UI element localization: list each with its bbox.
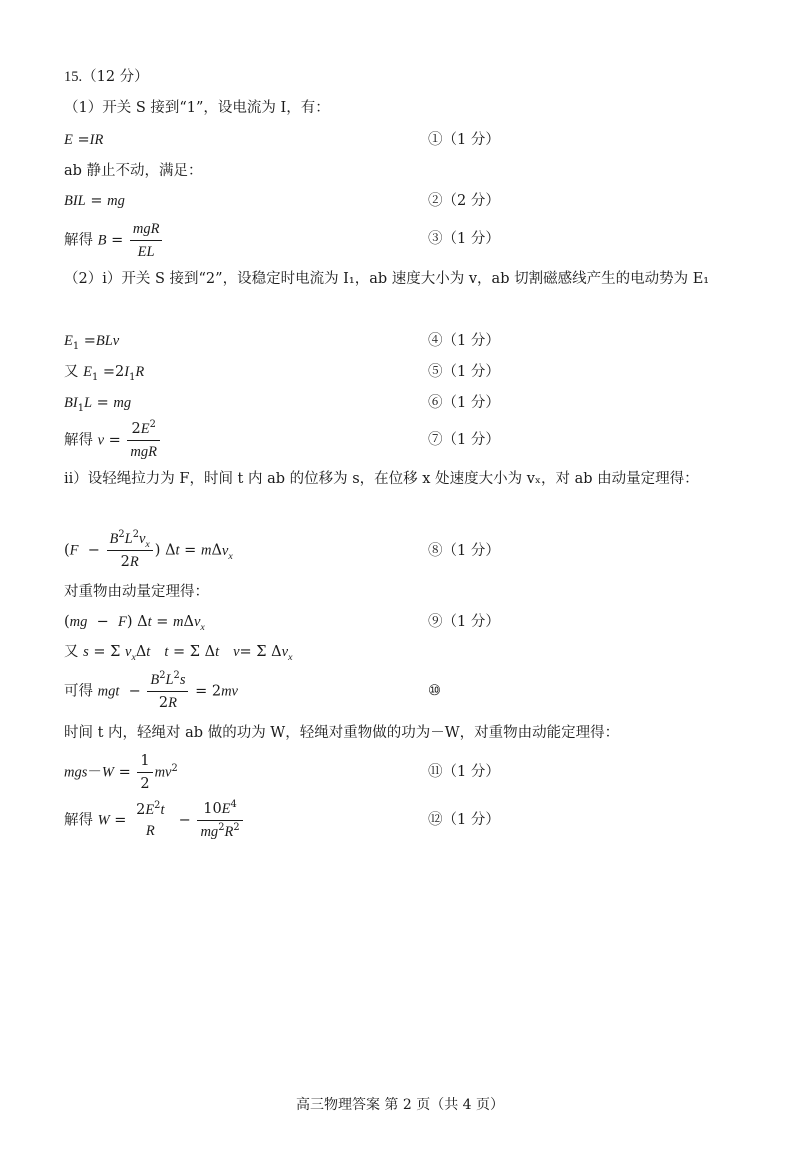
score-mark-7: ⑦（1 分） [428, 432, 500, 448]
fraction-2E2-mgR: $\frac{2E^2}{\text{mgR}}$ [127, 421, 160, 460]
obtain-word: 可得 [64, 683, 93, 700]
fraction-2E2t-R: $2E^2t$ R [136, 799, 165, 840]
fraction-B2L2s-2R: $\frac{B^2L^2s}{2R}$ [147, 672, 188, 711]
score-mark-6: ⑥（1 分） [428, 395, 500, 411]
score-mark-5: ⑤（1 分） [428, 364, 500, 380]
fraction-one-half: $\frac{1}{2}$ [137, 753, 152, 792]
fraction-10E4-mg2R2: $\frac{10E^4}{mg^2R^2}$ [197, 801, 242, 840]
score-mark-12: ⑫（1 分） [428, 812, 500, 828]
score-mark-1: ①（1 分） [428, 132, 500, 148]
summation-relations: 又 s = Σ $v_x\Delta t$ t = Σ Δt v= Σ $\Delta v_x$ [64, 644, 293, 663]
equation-2: BIL = mg [64, 193, 125, 209]
score-mark-2: ②（2 分） [428, 193, 500, 209]
equation-9: (mg − F) Δt = mΔv$_x$ [64, 614, 205, 633]
question-header [64, 70, 149, 85]
also-word: 又 [64, 364, 79, 380]
score-mark-10: ⑩ [428, 683, 441, 699]
equation-1: E =IR [64, 132, 104, 148]
solve-prefix-1: 解得 [64, 232, 93, 249]
part1-static-text: ab 静止不动，满足： [64, 163, 203, 179]
part1-intro: （1）开关 S 接到“1”，设电流为 I，有： [64, 100, 330, 116]
equation-7: 解得 v = $\frac{2E^2}{\text{mgR}}$ [64, 421, 162, 460]
question-points: （12 分） [82, 69, 149, 85]
equation-8: (F − $\frac{B^2L^2v_x}{2R}$ ) Δt = mΔv$_x$ [64, 529, 233, 570]
solve-prefix-2: 解得 [64, 432, 93, 449]
fraction-B2L2vx-2R: $\frac{B^2L^2v_x}{2R}$ [107, 531, 153, 570]
page-footer: 高三物理答案 第 2 页（共 4 页） [295, 1097, 505, 1113]
part2-ii-intro: ii）设轻绳拉力为 F，时间 t 内 ab 的位移为 s，在位移 x 处速度大小为 vₓ，对 ab 由动量定理得： [64, 471, 699, 487]
score-mark-11: ⑪（1 分） [428, 764, 500, 780]
equation-5: 又 $E_1 =2I_1R$ [64, 364, 145, 383]
equation-6: $BI_1L$ = mg [64, 395, 132, 414]
equation-11: mgs－W = $\frac{1}{2}$ $mv^2$ [64, 753, 178, 792]
equation-12: 解得 W = $2E^2t$ R − $\frac{10E^4}{mg^2R^2}$ [64, 801, 245, 840]
equation-10: 可得 mgt − $\frac{B^2L^2s}{2R}$ = 2mv [64, 670, 238, 711]
equation-4: $E_1 =BLv$ [64, 333, 120, 352]
score-mark-3: ③（1 分） [428, 231, 500, 247]
question-number: 15. [64, 69, 83, 85]
equation-3: 解得 B = $\frac{\text{mgR}}{EL}$ [64, 221, 164, 260]
score-mark-8: ⑧（1 分） [428, 543, 500, 559]
work-energy-text: 时间 t 内，轻绳对 ab 做的功为 W，轻绳对重物做的功为－W，对重物由动能定理得： [64, 725, 620, 741]
weight-momentum-text: 对重物由动量定理得： [64, 584, 209, 600]
fraction-mgR-EL: $\frac{\text{mgR}}{EL}$ [130, 221, 163, 260]
score-mark-4: ④（1 分） [428, 333, 500, 349]
solve-prefix-3: 解得 [64, 812, 93, 829]
part2-intro: （2）i）开关 S 接到“2”，设稳定时电流为 I₁，ab 速度大小为 v，ab 切割磁感线产生的电动势为 E₁ [64, 271, 710, 287]
score-mark-9: ⑨（1 分） [428, 614, 500, 630]
